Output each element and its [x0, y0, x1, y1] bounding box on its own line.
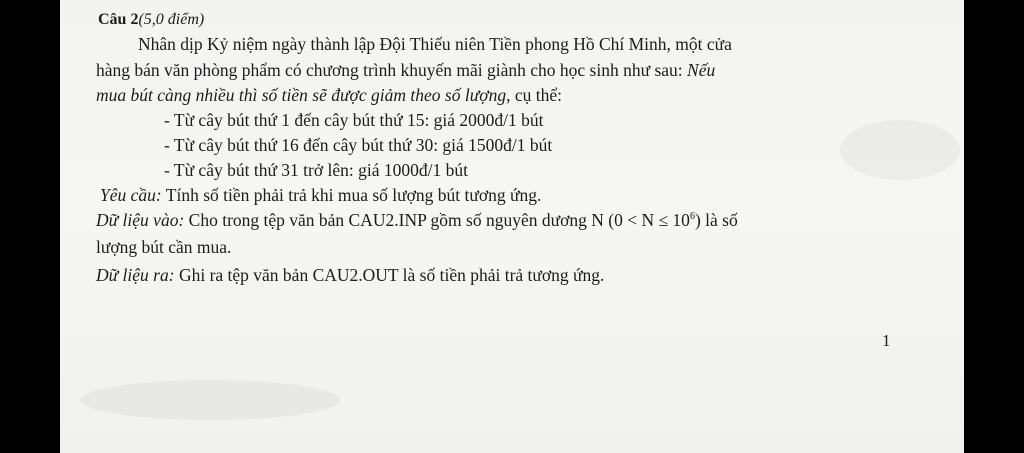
intro-line-2: [96, 59, 715, 81]
paper-smudge: [80, 380, 340, 420]
intro-line-3-text: , cụ thể:: [506, 85, 562, 105]
page-number: 1: [882, 331, 891, 350]
input-spec-exponent: 6: [689, 211, 695, 223]
price-tier-3: - Từ cây bút thứ 31 trở lên: giá 1000đ/1 bút: [164, 160, 468, 180]
price-tier-1: - Từ cây bút thứ 1 đến cây bút thứ 15: giá 2000đ/1 bút: [164, 110, 544, 130]
input-spec-label: Dữ liệu vào:: [96, 210, 185, 230]
intro-line-3: [96, 84, 562, 106]
question-title: [98, 9, 204, 31]
intro-line-1: Nhân dịp Kỷ niệm ngày thành lập Đội Thiếu niên Tiền phong Hồ Chí Minh, một cửa: [138, 34, 732, 54]
question-number: Câu 2: [98, 11, 139, 28]
price-tier-2: - Từ cây bút thứ 16 đến cây bút thứ 30: giá 1500đ/1 bút: [164, 135, 553, 155]
input-spec-text-end: ) là số: [694, 210, 738, 230]
output-spec-text: Ghi ra tệp văn bản CAU2.OUT là số tiền phải trả tương ứng.: [174, 265, 605, 285]
input-spec: [96, 209, 738, 231]
output-spec: [96, 264, 604, 286]
intro-line-3-italic: mua bút càng nhiều thì số tiền sẽ được giảm theo số lượng: [96, 85, 507, 105]
document-page: [60, 0, 964, 453]
paper-smudge: [840, 120, 960, 180]
requirement: [100, 184, 541, 206]
output-spec-label: Dữ liệu ra:: [96, 265, 175, 285]
intro-line-2-text: hàng bán văn phòng phẩm có chương trình khuyến mãi giành cho học sinh như sau:: [96, 60, 688, 80]
question-points: (5,0 điểm): [138, 11, 205, 28]
requirement-label: Yêu cầu:: [100, 185, 162, 205]
input-spec-text: Cho trong tệp văn bản CAU2.INP gồm số nguyên dương N (0 < N ≤ 10: [184, 210, 690, 230]
input-spec-line-2: lượng bút cần mua.: [96, 237, 232, 257]
requirement-text: Tính số tiền phải trả khi mua số lượng bút tương ứng.: [161, 185, 542, 205]
intro-line-2-italic: Nếu: [687, 60, 716, 80]
